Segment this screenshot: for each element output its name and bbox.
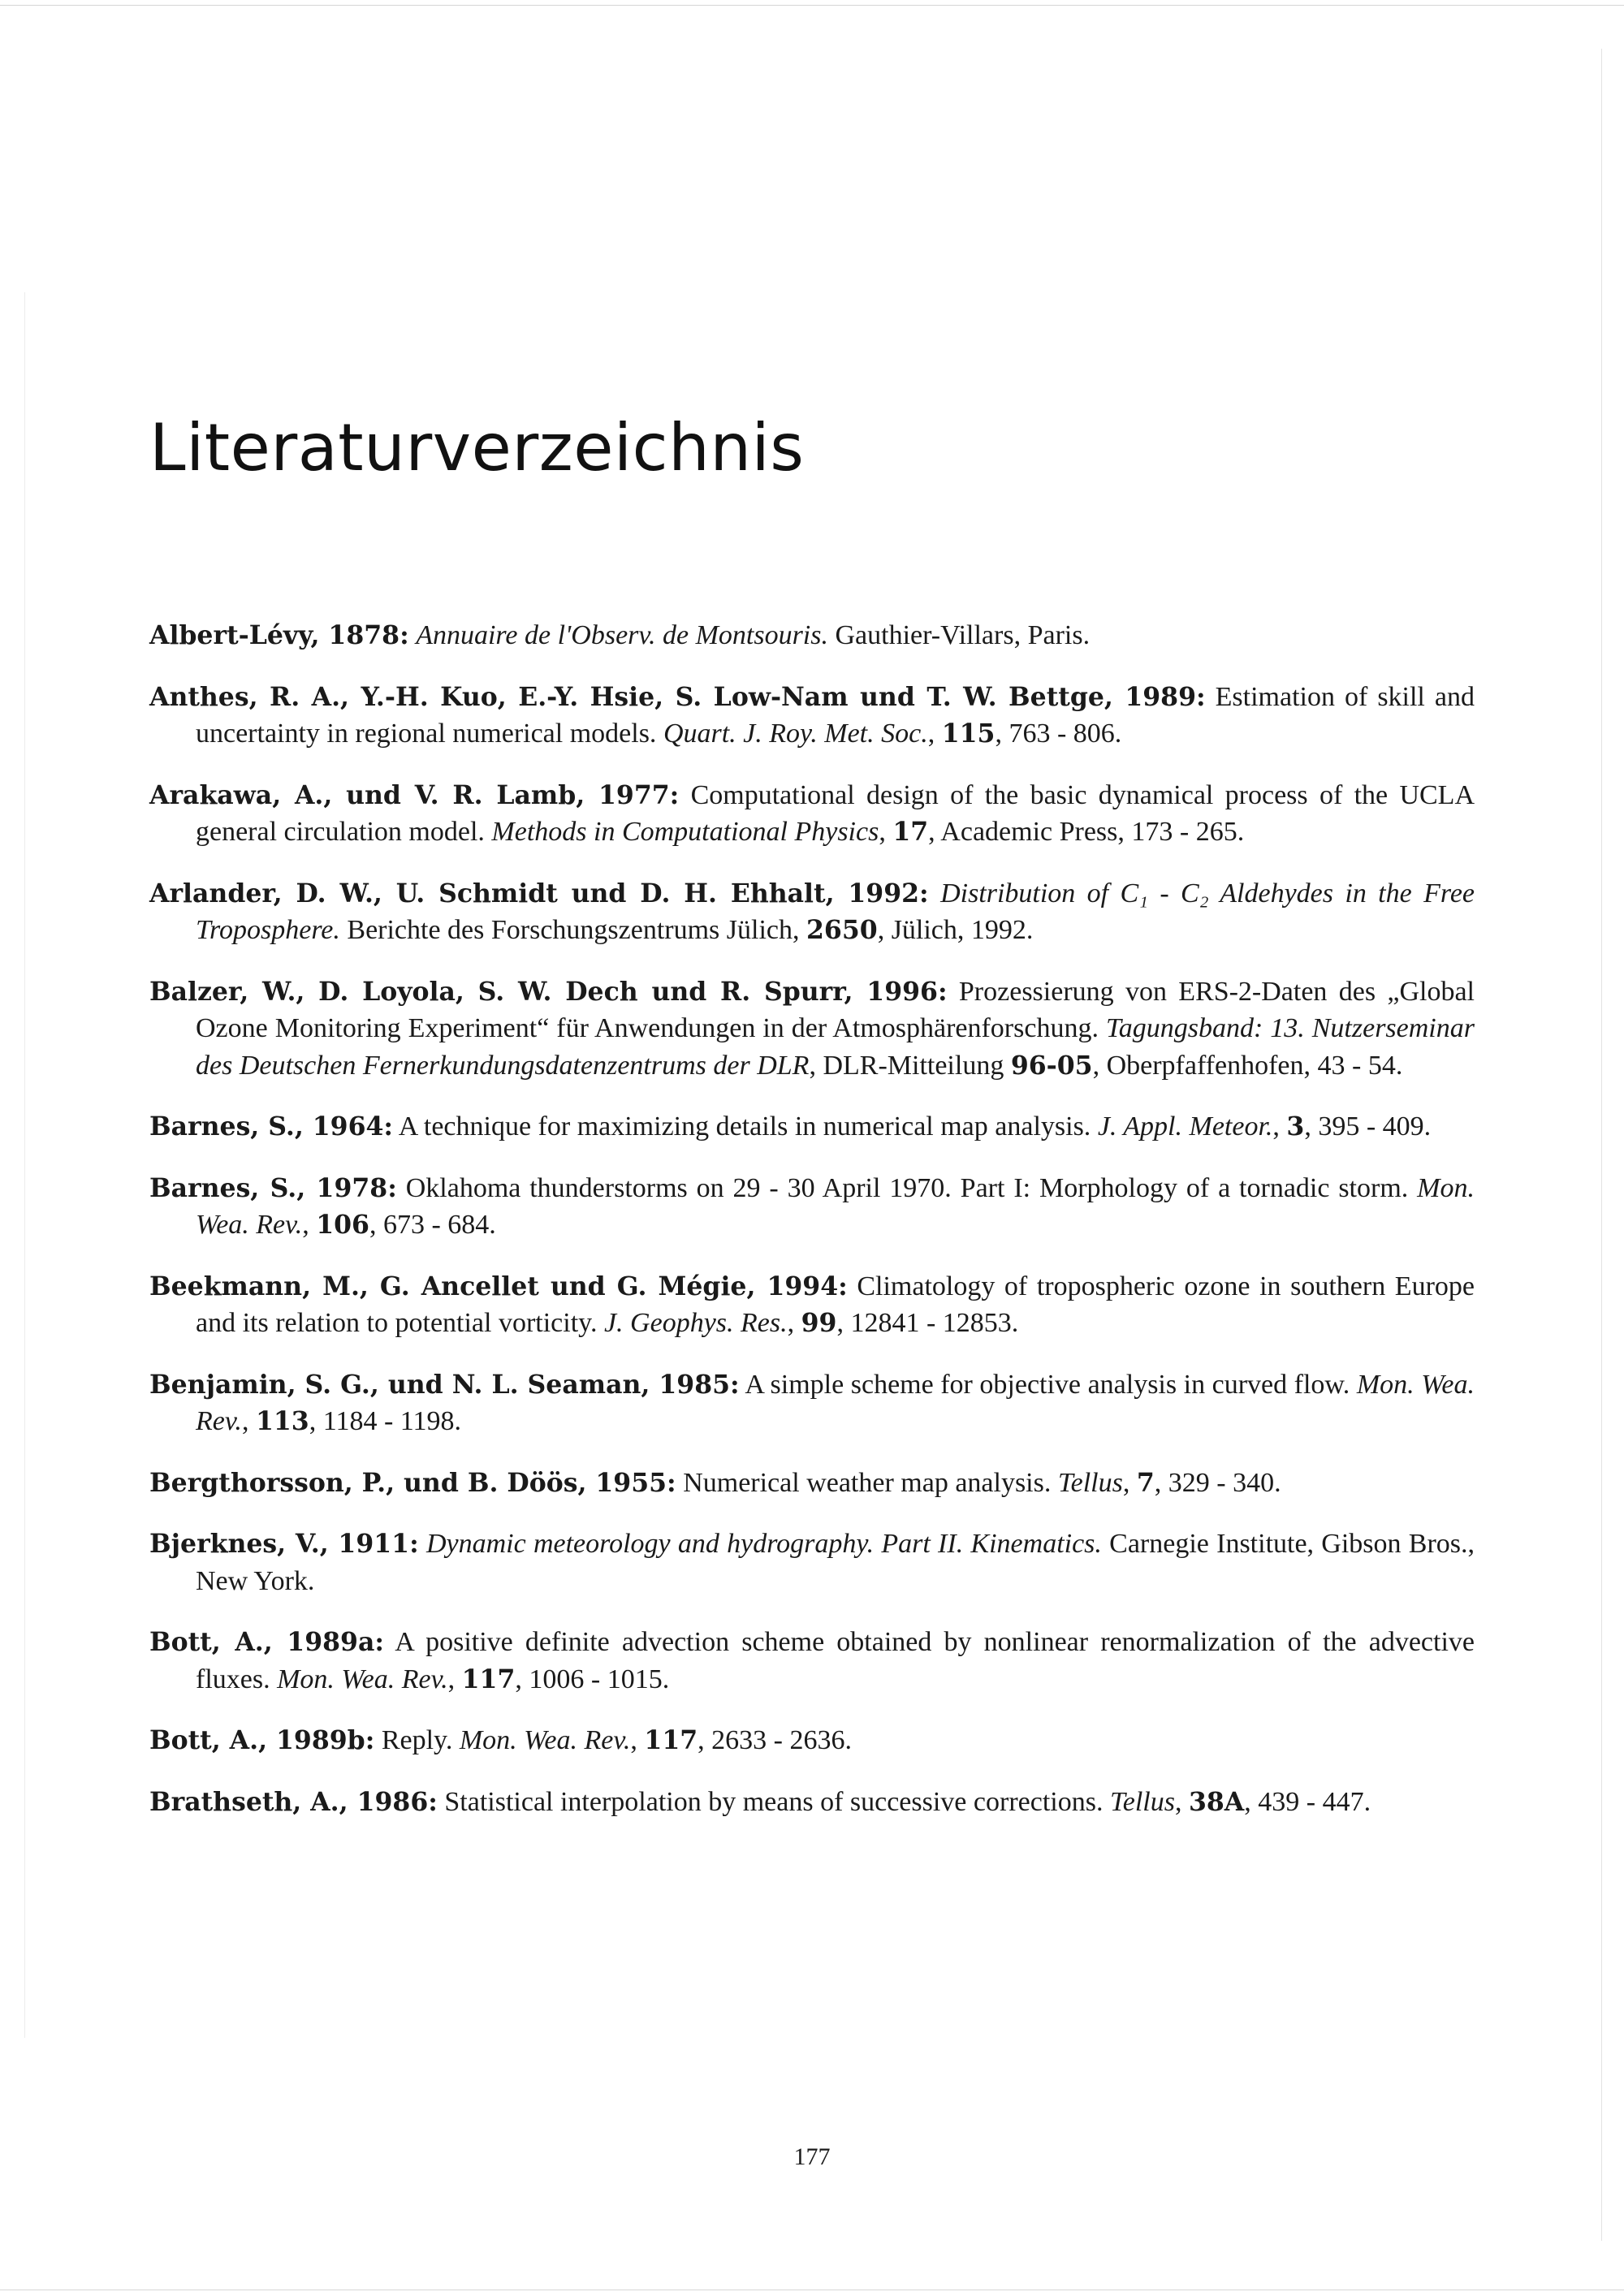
reference-source: Quart. J. Roy. Met. Soc. xyxy=(663,719,928,749)
reference-text xyxy=(419,1529,426,1559)
reference-entry xyxy=(149,1722,1475,1759)
reference-entry xyxy=(149,679,1475,753)
reference-volume: 113 xyxy=(255,1406,309,1436)
reference-entry xyxy=(149,777,1475,851)
reference-text: , Academic Press, 173 - 265. xyxy=(928,817,1245,847)
reference-text: Oklahoma thunderstorms on 29 - 30 April 1970. Part I: Morphology of a tornadic storm. xyxy=(396,1172,1418,1203)
reference-entry xyxy=(149,1170,1475,1244)
reference-source: Tellus xyxy=(1057,1467,1123,1498)
reference-source: Mon. Wea. Rev. xyxy=(196,1369,1475,1436)
reference-text: , 12841 - 12853. xyxy=(836,1308,1019,1338)
reference-text: A simple scheme for objective analysis in curved flow. xyxy=(739,1369,1357,1400)
reference-volume: 2650 xyxy=(806,915,878,945)
reference-source: Mon. Wea. Rev. xyxy=(459,1725,631,1755)
reference-volume: 38A xyxy=(1188,1786,1245,1817)
reference-volume: 7 xyxy=(1136,1467,1155,1498)
reference-volume: 106 xyxy=(316,1210,369,1240)
reference-source: Dynamic meteorology and hydrography. Part II. Kinematics. xyxy=(425,1529,1102,1559)
reference-volume: 115 xyxy=(941,719,996,749)
reference-source: Tagungsband: 13. Nutzerseminar des Deutschen Fernerkundungsdatenzentrums der DLR xyxy=(196,1013,1475,1081)
reference-text: , 439 - 447. xyxy=(1244,1786,1371,1817)
reference-text: Estimation of skill and uncertainty in regional numerical models. xyxy=(196,681,1475,749)
reference-text: , xyxy=(302,1210,317,1240)
reference-text: , 1184 - 1198. xyxy=(309,1406,462,1436)
reference-entry xyxy=(149,1268,1475,1342)
reference-entry xyxy=(149,1784,1475,1821)
reference-text: Carnegie Institute, Gibson Bros., New York. xyxy=(196,1529,1475,1596)
scan-right-edge xyxy=(1601,49,1602,2241)
reference-text: Climatology of tropospheric ozone in southern Europe and its relation to potential vorticity. xyxy=(196,1271,1475,1338)
reference-list xyxy=(149,617,1475,1845)
reference-entry xyxy=(149,1108,1475,1146)
reference-text: , xyxy=(927,719,942,749)
reference-text: , Oberpfaffenhofen, 43 - 54. xyxy=(1092,1050,1403,1081)
reference-text: , xyxy=(447,1664,462,1694)
reference-text: Reply. xyxy=(374,1725,460,1755)
reference-text: , xyxy=(241,1406,256,1436)
reference-text: A positive definite advection scheme obtained by nonlinear renormalization of the advective fluxes. xyxy=(196,1627,1475,1694)
reference-text: , 329 - 340. xyxy=(1154,1467,1281,1498)
reference-text: , 1006 - 1015. xyxy=(515,1664,670,1694)
reference-text: , 2633 - 2636. xyxy=(698,1725,852,1755)
reference-text: Gauthier-Villars, Paris. xyxy=(827,620,1091,650)
reference-entry xyxy=(149,973,1475,1085)
reference-volume: 96-05 xyxy=(1010,1050,1093,1081)
reference-text: , xyxy=(879,817,893,847)
reference-source: Distribution of C₁ - C₂ Aldehydes in the Free Troposphere. xyxy=(196,878,1475,945)
reference-text xyxy=(929,878,940,908)
reference-authors: Benjamin, S. G., und N. L. Seaman, 1985: xyxy=(149,1369,740,1400)
reference-text xyxy=(409,620,417,650)
reference-entry xyxy=(149,875,1475,949)
reference-volume: 117 xyxy=(461,1664,516,1694)
reference-source: Tellus xyxy=(1109,1786,1175,1817)
reference-text: A technique for maximizing details in numerical map analysis. xyxy=(393,1111,1098,1142)
page-number: 177 xyxy=(793,2143,831,2170)
reference-authors: Bjerknes, V., 1911: xyxy=(149,1529,419,1559)
reference-text: , xyxy=(1174,1786,1189,1817)
reference-authors: Bott, A., 1989a: xyxy=(149,1627,385,1657)
reference-text: Prozessierung von ERS-2-Daten des „Global Ozone Monitoring Experiment“ für Anwendungen in der Atmosphärenforschung. xyxy=(196,976,1475,1043)
reference-authors: Balzer, W., D. Loyola, S. W. Dech und R. Spurr, 1996: xyxy=(149,976,948,1007)
reference-text: Numerical weather map analysis. xyxy=(676,1467,1058,1498)
reference-source: J. Appl. Meteor. xyxy=(1097,1111,1273,1142)
reference-source: Methods in Computational Physics xyxy=(491,817,879,847)
reference-text: , xyxy=(1272,1111,1287,1142)
reference-source: Annuaire de l'Observ. de Montsouris. xyxy=(416,620,828,650)
reference-volume: 99 xyxy=(801,1308,837,1338)
reference-text: Statistical interpolation by means of successive corrections. xyxy=(437,1786,1110,1817)
reference-authors: Beekmann, M., G. Ancellet und G. Mégie, 1994: xyxy=(149,1271,848,1301)
reference-text: Berichte des Forschungszentrums Jülich, xyxy=(339,915,807,945)
reference-text: , 763 - 806. xyxy=(995,719,1122,749)
reference-text: Computational design of the basic dynamical process of the UCLA general circulation model. xyxy=(196,779,1475,847)
reference-text: , 395 - 409. xyxy=(1304,1111,1432,1142)
reference-authors: Arakawa, A., und V. R. Lamb, 1977: xyxy=(149,779,680,810)
scan-left-edge xyxy=(24,292,25,2038)
scan-top-edge xyxy=(0,5,1624,6)
reference-volume: 17 xyxy=(892,817,929,847)
reference-authors: Arlander, D. W., U. Schmidt und D. H. Ehhalt, 1992: xyxy=(149,878,929,908)
reference-source: J. Geophys. Res. xyxy=(603,1308,788,1338)
reference-text: , xyxy=(630,1725,645,1755)
reference-authors: Barnes, S., 1964: xyxy=(149,1111,394,1142)
reference-authors: Bott, A., 1989b: xyxy=(149,1725,375,1755)
reference-entry xyxy=(149,1465,1475,1502)
page-title: Literaturverzeichnis xyxy=(149,410,805,486)
reference-volume: 3 xyxy=(1286,1111,1305,1142)
reference-source: Mon. Wea. Rev. xyxy=(196,1172,1475,1240)
reference-authors: Anthes, R. A., Y.-H. Kuo, E.-Y. Hsie, S. Low-Nam und T. W. Bettge, 1989: xyxy=(149,681,1206,712)
reference-entry xyxy=(149,1624,1475,1698)
reference-text: , xyxy=(787,1308,801,1338)
reference-entry xyxy=(149,617,1475,654)
reference-text: , Jülich, 1992. xyxy=(877,915,1034,945)
reference-authors: Brathseth, A., 1986: xyxy=(149,1786,438,1817)
reference-volume: 117 xyxy=(644,1725,698,1755)
reference-authors: Albert-Lévy, 1878: xyxy=(149,620,409,650)
reference-authors: Bergthorsson, P., und B. Döös, 1955: xyxy=(149,1467,676,1498)
reference-text: , xyxy=(1122,1467,1137,1498)
reference-source: Mon. Wea. Rev. xyxy=(277,1664,448,1694)
reference-entry xyxy=(149,1366,1475,1440)
reference-text: , DLR-Mitteilung xyxy=(809,1050,1011,1081)
reference-text: , 673 - 684. xyxy=(369,1210,496,1240)
reference-authors: Barnes, S., 1978: xyxy=(149,1172,397,1203)
reference-entry xyxy=(149,1526,1475,1599)
